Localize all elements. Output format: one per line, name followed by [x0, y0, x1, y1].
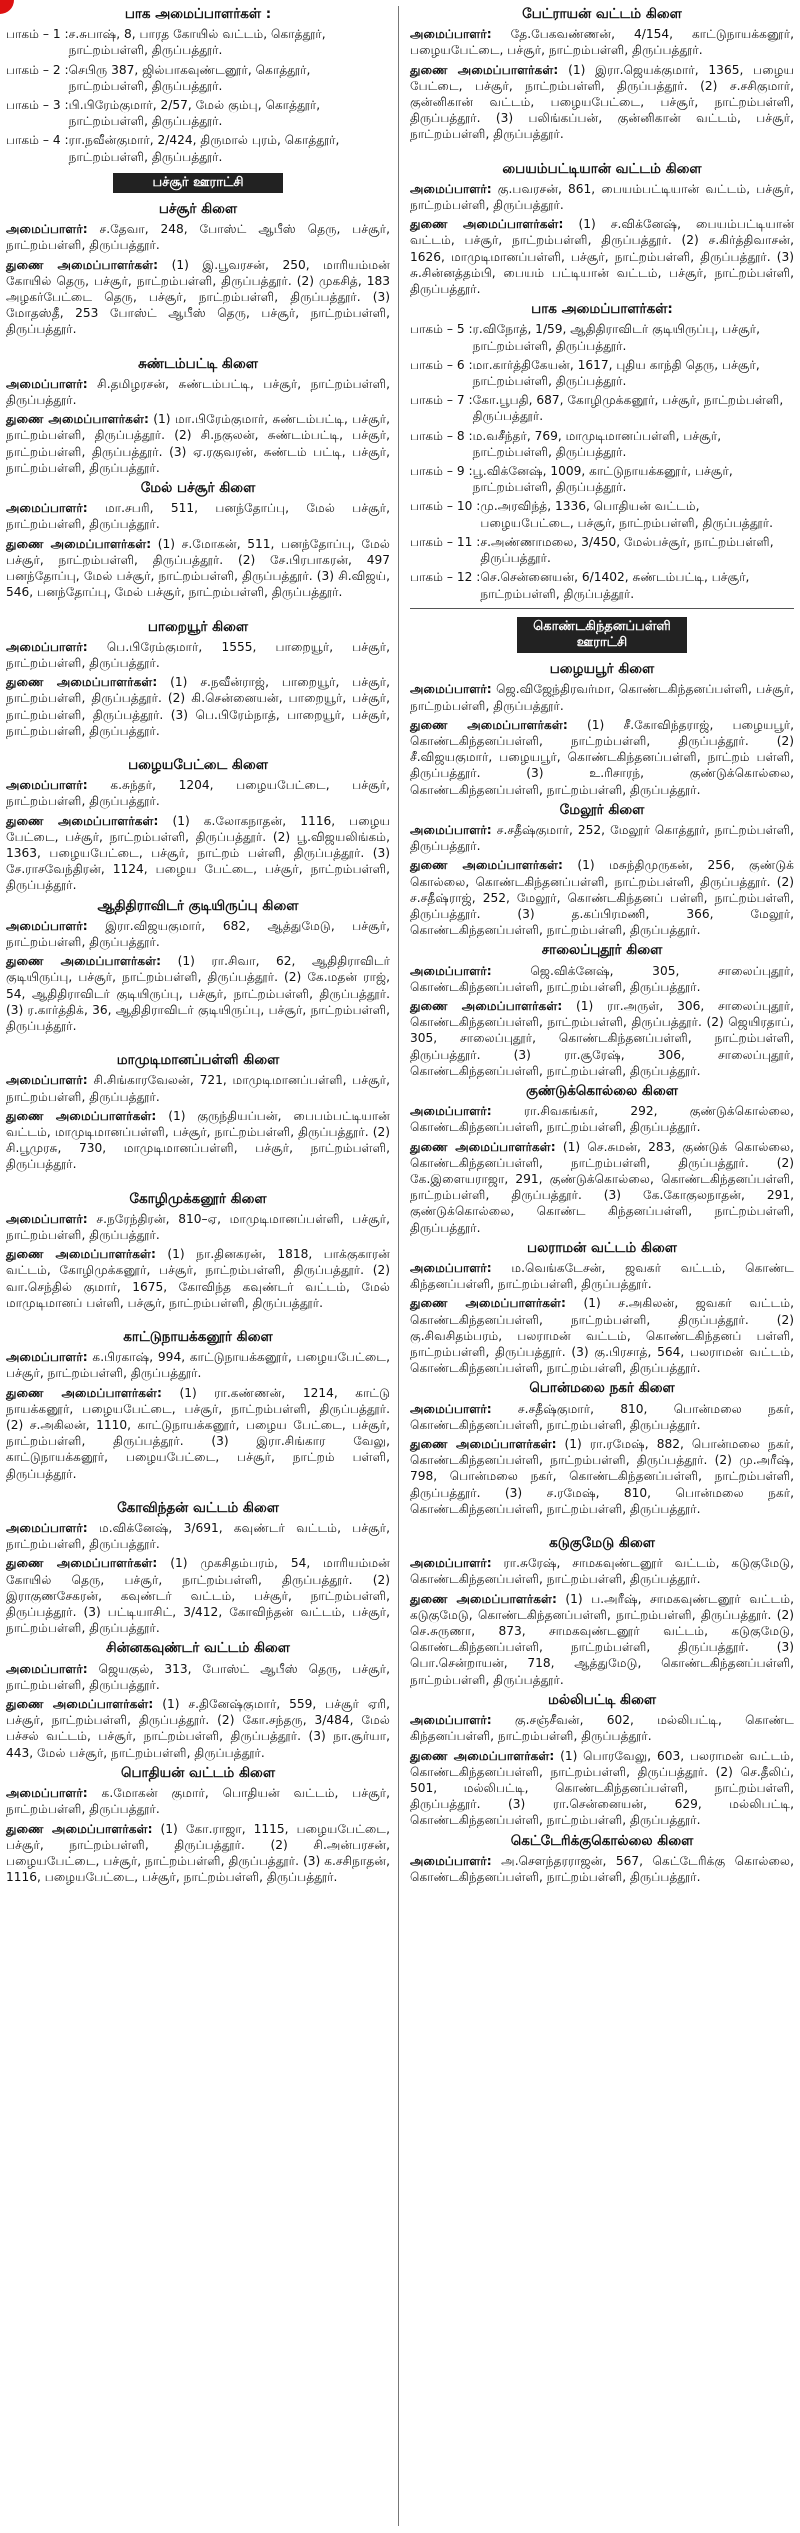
section-heading: பலராமன் வட்டம் கிளை [527, 1239, 677, 1256]
section-heading: கோழிமுக்கனூர் கிளை [129, 1190, 267, 1207]
spacer [6, 1037, 390, 1048]
section-heading: ஆதிதிராவிடர் குடியிருப்பு கிளை [97, 897, 299, 914]
role-label: அமைப்பாளர்: [6, 1521, 88, 1536]
role-label: துணை அமைப்பாளர்கள்: [410, 1437, 557, 1452]
member-entry [410, 1401, 794, 1433]
booth-member: ரா.நவீன்குமார், 2/424, திருமால் புரம், கொத்தூர், நாட்றம்பள்ளி, திருப்பத்தூர். [68, 133, 340, 164]
member-entry [410, 216, 794, 297]
role-label: துணை அமைப்பாளர்கள்: [6, 1697, 154, 1712]
booth-entry [410, 392, 794, 424]
booth-number: பாகம் – 9 : [410, 464, 473, 479]
booth-entry [410, 357, 794, 389]
role-label: துணை அமைப்பாளர்கள்: [6, 1821, 153, 1836]
right-column [410, 4, 794, 1888]
member-details: ம.விக்னேஷ், 3/691, கவுண்டர் வட்டம், பச்சூர், நாட்றம்பள்ளி, திருப்பத்தூர். [6, 1521, 391, 1552]
member-entry [6, 674, 390, 739]
section-heading: மேல் பச்சூர் கிளை [140, 480, 256, 497]
role-label: துணை அமைப்பாளர்கள்: [410, 858, 563, 873]
booth-number: பாகம் – 3 : [6, 98, 69, 113]
member-entry [6, 1385, 390, 1482]
member-entry [6, 1696, 390, 1761]
member-details: (1) ச.விக்னேஷ், பையம்பட்டியான் வட்டம், பச்சூர், நாட்றம்பள்ளி, திருப்பத்தூர். (2) ச.கிர்த்திவாசன், 1626, மாமுடிமானப்பள்ளி, பச்சூர், நாட்றம்பள்ளி, திருப்பத்தூர். (3) சு.சின்னத்தம்பி, பையம் பட்டியான் வட்டம், பச்சூர், நாட்றம்பள்ளி, திருப்பத்தூர். [410, 217, 795, 297]
role-label: துணை அமைப்பாளர்கள்: [410, 717, 568, 732]
member-entry [6, 1555, 390, 1636]
member-entry [410, 1295, 794, 1376]
role-label: அமைப்பாளர்: [6, 639, 88, 654]
role-label: அமைப்பாளர்: [410, 1556, 492, 1571]
member-entry [6, 1211, 390, 1243]
booth-member: பி.பிரேம்குமார், 2/57, மேல் கும்பு, கொத்தூர், நாட்றம்பள்ளி, திருப்பத்தூர். [68, 98, 321, 129]
member-details: (1) ரா.ரமேஷ், 882, பொன்மலை நகர், கொண்டகிந்தனப்பள்ளி, நாட்றம்பள்ளி, திருப்பத்தூர். (2) மு.அரீஷ், 798, பொன்மலை நகர், கொண்டகிந்தனப்பள்ளி, நாட்றம்பள்ளி, திருப்பத்தூர். (3) ச.ரமேஷ், 810, பொன்மலை நகர், கொண்டகிந்தனப்பள்ளி, நாட்றம்பள்ளி, திருப்பத்தூர். [410, 1437, 795, 1516]
booth-entry [410, 428, 794, 460]
member-details: (1) ரா.அருள், 306, சாலைப்புதூர், கொண்டகிந்தனப்பள்ளி, நாட்றம்பள்ளி, திருப்பத்தூர். (2) ஜெயிரதாப், 305, சாலைப்புதூர், கொண்டகிந்தனப்பள்ளி, நாட்றம்பள்ளி, திருப்பத்தூர். (3) ரா.சூரேஷ், 306, சாலைப்புதூர், கொண்டகிந்தனப்பள்ளி, நாட்றம்பள்ளி, திருப்பத்தூர். [410, 998, 795, 1078]
spacer [6, 341, 390, 352]
member-details: ரா.சிவகங்கர், 292, குண்டுக்கொல்லை, கொண்டகிந்தனப்பள்ளி, நாட்றம்பள்ளி, திருப்பத்தூர். [410, 1104, 795, 1135]
section-heading: கெட்டேரிக்குகொல்லை கிளை [510, 1832, 694, 1849]
role-label: அமைப்பாளர்: [410, 1261, 492, 1276]
member-entry [410, 1591, 794, 1688]
member-entry [6, 918, 390, 950]
member-entry [410, 717, 794, 798]
member-details: ரா.சுரேஷ், சாமகவுண்டனூர் வட்டம், கடுகுமேடு, கொண்டகிந்தனப்பள்ளி, நாட்றம்பள்ளி, திருப்பத்தூர். [410, 1556, 795, 1587]
member-entry [6, 1821, 390, 1886]
member-details: சி.தமிழரசன், சுண்டம்பட்டி, பச்சூர், நாட்றம்பள்ளி, திருப்பத்தூர். [6, 376, 390, 408]
left-column [6, 4, 390, 1888]
member-details: (1) குருந்தியப்பன், பைபம்பட்டியான் வட்டம், மாமுடிமானப்பள்ளி, பச்சூர், நாட்றம்பள்ளி, திருப்பத்தூர். (2) சி.பூமுரசு, 730, மாமுடிமானப்பள்ளி, பச்சூர், நாட்றம்பள்ளி, திருப்பத்தூர். [6, 1108, 391, 1172]
member-details: (1) சீ.கோவிந்தராஜ், பழையபூர், கொண்டகிந்தனப்பள்ளி, நாட்றம்பள்ளி, திருப்பத்தூர். (2) சீ.விஜயகுமார், பழையபூர், கொண்டகிந்தனப்பள்ளி, நாட்றம் பள்ளி, திருப்பத்தூர். (3) உ.ரிசாரந், குண்டுக்கொல்லை, கொண்டகிந்தனப்பள்ளி, நாட்றம்பள்ளி, திருப்பத்தூர். [410, 717, 795, 797]
role-label: அமைப்பாளர்: [6, 501, 88, 516]
role-label: அமைப்பாளர்: [410, 181, 492, 196]
role-label: அமைப்பாளர்: [6, 222, 88, 237]
section-heading: கோவிந்தன் வட்டம் கிளை [117, 1499, 279, 1516]
member-details: இரா.விஜயகுமார், 682, ஆத்துமேடு, பச்சூர், நாட்றம்பள்ளி, திருப்பத்தூர். [6, 918, 390, 949]
booth-number: பாகம் – 10 : [410, 499, 481, 514]
member-entry [6, 953, 390, 1034]
section-heading: குண்டுக்கொல்லை கிளை [526, 1082, 678, 1099]
role-label: அமைப்பாளர்: [6, 1350, 88, 1365]
member-details: (1) இரா.ஜெயக்குமார், 1365, பழைய பேட்டை, பச்சூர், நாட்றம்பள்ளி, திருப்பத்தூர். (2) ச.சசிகுமார், குன்னிகான் வட்டம், பழையபேட்டை, பச்சூர், நாட்றம்பள்ளி, திருப்பத்தூர். (3) பலிங்கப்பன், குன்னிகான் வட்டம், பச்சூர், நாட்றம்பள்ளி, திருப்பத்தூர். [410, 62, 795, 142]
role-label: துணை அமைப்பாளர்கள்: [410, 62, 559, 77]
member-details: ம.வெங்கடேசன், ஜவகர் வட்டம், கொண்ட கிந்தனப்பள்ளி, நாட்றம்பள்ளி, திருப்பத்தூர். [410, 1261, 795, 1292]
member-details: (1) ச.மோகன், 511, பனந்தோப்பு, மேல் பச்சூர், நாட்றம்பள்ளி, திருப்பத்தூர். (2) சே.பிரபாகரன், 497 பனந்தோப்பு, மேல் பச்சூர், நாட்றம்பள்ளி, திருப்பத்தூர். (3) சி.விஜய், 546, பனந்தோப்பு, மேல் பச்சூர், நாட்றம்பள்ளி, திருப்பத்தூர். [6, 536, 391, 600]
member-entry [6, 221, 390, 253]
booth-entry [410, 534, 794, 566]
spacer [6, 1485, 390, 1496]
member-details: (1) பொரவேலு, 603, பலராமன் வட்டம், கொண்டகிந்தனப்பள்ளி, நாட்றம்பள்ளி, திருப்பத்தூர். (2) செ.தீலிப், 501, மல்லிபட்டி, கொண்டகிந்தனப்பள்ளி, நாட்றம்பள்ளி, திருப்பத்தூர். (3) ரா.சென்னையன், 629, மல்லிபட்டி, கொண்டகிந்தனப்பள்ளி, நாட்றம்பள்ளி, திருப்பத்தூர். [410, 1748, 794, 1828]
member-entry [410, 62, 794, 143]
booth-number: பாகம் – 1 : [6, 27, 69, 42]
section-heading: பொதியன் வட்டம் கிளை [120, 1764, 276, 1781]
member-details: (1) ப.அரீஷ், சாமகவுண்டனூர் வட்டம், கடுகுமேடு, கொண்டகிந்தனப்பள்ளி, நாட்றம்பள்ளி, திருப்பத்தூர். (2) செ.சுருணா, 873, சாமகவுண்டனூர் வட்டம், கடுகுமேடு, கொண்டகிந்தனப்பள்ளி, நாட்றம்பள்ளி, திருப்பத்தூர். (3) பொ.சென்றாயன், 718, ஆத்துமேடு, கொண்டகிந்தனப்பள்ளி, நாட்றம்பள்ளி, திருப்பத்தூர். [410, 1591, 794, 1687]
booth-number: பாகம் – 7 : [410, 393, 473, 408]
section-heading: பாக அமைப்பாளர்கள்: [531, 301, 673, 318]
member-details: (1) ச.அகிலன், ஜவகர் வட்டம், கொண்டகிந்தனப்பள்ளி, நாட்றம்பள்ளி, திருப்பத்தூர். (2) கு.சிவசிதம்பரம், பலராமன் வட்டம், கொண்டகிந்தனப் பள்ளி, நாட்றம்பள்ளி, திருப்பத்தூர். (3) கு.பிரசாத், 564, பலராமன் வட்டம், கொண்டகிந்தனப்பள்ளி, நாட்றம்பள்ளி, திருப்பத்தூர். [410, 1296, 795, 1376]
member-details: (1) ச.தினேஷ்குமார், 559, பச்சூர் ஏரி, பச்சூர், நாட்றம்பள்ளி, திருப்பத்தூர். (2) கோ.சந்தரு, 3/484, மேல் பச்சல் வட்டம், பச்சூர், நாட்றம்பள்ளி, திருப்பத்தூர். (3) நா.சூர்யா, 443, மேல் பச்சூர், நாட்றம்பள்ளி, திருப்பத்தூர். [6, 1697, 390, 1760]
role-label: துணை அமைப்பாளர்கள்: [6, 813, 159, 828]
member-entry [410, 1853, 794, 1885]
member-details: மா.சபரி, 511, பனந்தோப்பு, மேல் பச்சூர், நாட்றம்பள்ளி, திருப்பத்தூர். [6, 501, 391, 532]
member-details: ச.சதீஷ்குமார், 810, பொன்மலை நகர், கொண்டகிந்தனப்பள்ளி, நாட்றம்பள்ளி, திருப்பத்தூர். [410, 1401, 795, 1432]
role-label: துணை அமைப்பாளர்கள்: [6, 536, 152, 551]
section-heading: பழையபேட்டை கிளை [128, 756, 268, 773]
panchayat-banner: கொண்டகிந்தனப்பள்ளி ஊராட்சி [517, 617, 687, 653]
booth-number: பாகம் – 6 : [410, 357, 473, 372]
member-details: (1) மசுந்திமுருகன், 256, குண்டுக் கொல்லை, கொண்டகிந்தனப்பள்ளி, நாட்றம்பள்ளி, திருப்பத்தூர். (2) ச.சதீஷ்ராஜ், 252, மேலூர், கொண்டகிந்தனப் பள்ளி, நாட்றம்பள்ளி, திருப்பத்தூர். (3) த.கப்பிரமணி, 366, மேலூர், கொண்டகிந்தனப்பள்ளி, நாட்றம்பள்ளி, திருப்பத்தூர். [410, 858, 795, 938]
booth-entry [410, 569, 794, 601]
section-heading: சுண்டம்பட்டி கிளை [138, 355, 258, 372]
booth-number: பாகம் – 11 : [410, 534, 481, 549]
member-entry [6, 536, 390, 601]
booth-number: பாகம் – 2 : [6, 62, 69, 77]
booth-member: ச.சுபாஷ், 8, பாரத கோயில் வட்டம், கொத்தூர், நாட்றம்பள்ளி, திருப்பத்தூர். [68, 27, 326, 58]
member-entry [410, 26, 794, 58]
section-heading: பேட்ராயன் வட்டம் கிளை [522, 6, 682, 22]
member-details: (1) ரா.கண்ணன், 1214, காட்டு நாயக்கனூர், பழையபேட்டை, பச்சூர், நாட்றம்பள்ளி, திருப்பத்தூர். (2) ச.அகிலன், 1110, காட்டுநாயக்கனூர், பழைய பேட்டை, பச்சூர், நாட்றம்பள்ளி, திருப்பத்தூர். (3) இரா.சிங்கார வேலு, காட்டுநாயக்கனூர், பழையபேட்டை, பச்சூர், நாட்றம் பள்ளி, திருப்பத்தூர். [6, 1385, 390, 1481]
section-heading: பொன்மலை நகர் கிளை [529, 1380, 675, 1397]
section-heading: மாமுடிமானப்பள்ளி கிளை [116, 1052, 280, 1069]
member-entry [6, 813, 390, 894]
member-entry [6, 1072, 390, 1104]
member-entry [6, 257, 390, 338]
booth-number: பாகம் – 5 : [410, 322, 473, 337]
member-entry [6, 411, 390, 476]
spacer [6, 742, 390, 753]
member-details: (1) செ.சுமன், 283, குண்டுக் கொல்லை, கொண்டகிந்தனப்பள்ளி, நாட்றம்பள்ளி, திருப்பத்தூர். (2) கே.இளையராஜா, 291, குண்டுக்கொல்லை, கொண்டகிந்தனப்பள்ளி, நாட்றம்பள்ளி, திருப்பத்தூர். (3) கே.கோகுலநாதன், 291, குண்டுக்கொல்லை, கொண்ட கிந்தனப்பள்ளி, நாட்றம்பள்ளி, திருப்பத்தூர். [410, 1139, 794, 1235]
member-details: ச.நரேந்திரன், 810–ஏ, மாமுடிமானப்பள்ளி, பச்சூர், நாட்றம்பள்ளி, திருப்பத்தூர். [6, 1211, 390, 1242]
spacer [6, 604, 390, 615]
booth-member: மா.கார்த்திகேயன், 1617, புதிய காந்தி தெரு, பச்சூர், நாட்றம்பள்ளி, திருப்பத்தூர். [472, 357, 760, 389]
section-heading: பழையபூர் கிளை [549, 661, 655, 678]
member-details: க.சுந்தர், 1204, பழையபேட்டை, பச்சூர், நாட்றம்பள்ளி, திருப்பத்தூர். [6, 778, 390, 809]
section-heading: மேலூர் கிளை [559, 801, 645, 818]
booth-entry [410, 321, 794, 353]
member-details: (1) க.லோகநாதன், 1116, பழைய பேட்டை, பச்சூர், நாட்றம்பள்ளி, திருப்பத்தூர். (2) பூ.விஜயலிங்கம், 1363, பழையபேட்டை, பச்சூர், நாட்றம் பள்ளி, திருப்பத்தூர். (3) சே.ராசவேந்திரன், 1124, பழைய பேட்டை, பச்சூர், நாட்றம்பள்ளி, திருப்பத்தூர். [6, 813, 390, 893]
spacer [410, 146, 794, 157]
booth-member: மு.அரவிந்த், 1336, பொதியன் வட்டம், பழையபேட்டை, பச்சூர், நாட்றம்பள்ளி, திருப்பத்தூர். [480, 499, 773, 530]
section-heading: பையம்பட்டியான் வட்டம் கிளை [502, 160, 702, 177]
section-heading: பச்சூர் கிளை [158, 201, 238, 218]
role-label: துணை அமைப்பாளர்கள்: [410, 998, 563, 1013]
spacer [6, 1314, 390, 1325]
member-details: க.மோகன் குமார், பொதியன் வட்டம், பச்சூர், நாட்றம்பள்ளி, திருப்பத்தூர். [6, 1786, 390, 1817]
role-label: துணை அமைப்பாளர்கள்: [6, 1108, 157, 1123]
member-details: கு.பவரசன், 861, பையம்பட்டியான் வட்டம், பச்சூர், நாட்றம்பள்ளி, திருப்பத்தூர். [410, 181, 794, 213]
section-heading: சாலைப்புதூர் கிளை [541, 942, 663, 959]
member-details: (1) ரா.சிவா, 62, ஆதிதிராவிடர் குடியிருப்பு, பச்சூர், நாட்றம்பள்ளி, திருப்பத்தூர். (2) கே.மதன் ராஜ், 54, ஆதிதிராவிடர் குடியிருப்பு, பச்சூர், நாட்றம்பள்ளி, திருப்பத்தூர். (3) ர.கார்த்திக், 36, ஆதிதிராவிடர் குடியிருப்பு, பச்சூர், நாட்றம்பள்ளி, திருப்பத்தூர். [6, 954, 390, 1033]
member-entry [6, 639, 390, 671]
booth-member: ர.விநோத், 1/59, ஆதிதிராவிடர் குடியிருப்பு, பச்சூர், நாட்றம்பள்ளி, திருப்பத்தூர். [472, 322, 761, 353]
spacer [6, 1176, 390, 1187]
role-label: துணை அமைப்பாளர்கள்: [6, 412, 149, 427]
role-label: அமைப்பாளர்: [6, 1211, 88, 1226]
column-divider [398, 6, 399, 2526]
member-entry [6, 1520, 390, 1552]
member-details: பெ.பிரேம்குமார், 1555, பாறையூர், பச்சூர், நாட்றம்பள்ளி, திருப்பத்தூர். [6, 639, 390, 670]
booth-number: பாகம் – 4 : [6, 133, 69, 148]
member-entry [410, 1139, 794, 1236]
section-heading: பாறையூர் கிளை [147, 618, 249, 635]
role-label: துணை அமைப்பாளர்கள்: [410, 1139, 556, 1154]
member-entry [410, 857, 794, 938]
role-label: அமைப்பாளர்: [410, 1401, 492, 1416]
member-details: ஜெயகுல், 313, போஸ்ட் ஆபீஸ் தெரு, பச்சூர், நாட்றம்பள்ளி, திருப்பத்தூர். [6, 1661, 390, 1692]
member-entry [410, 1103, 794, 1135]
role-label: அமைப்பாளர்: [410, 1853, 492, 1868]
role-label: துணை அமைப்பாளர்கள்: [410, 1296, 566, 1311]
member-entry [6, 1785, 390, 1817]
member-entry [410, 998, 794, 1079]
member-entry [6, 1661, 390, 1693]
booth-entry [6, 62, 390, 94]
role-label: அமைப்பாளர்: [410, 682, 492, 697]
member-entry [410, 181, 794, 213]
member-details: (1) ச.நவீன்ராஜ், பாறையூர், பச்சூர், நாட்றம்பள்ளி, திருப்பத்தூர். (2) கி.சென்னையன், பாறையூர், பச்சூர், நாட்றம்பள்ளி, திருப்பத்தூர். (3) பெ.பிரேம்நாத், பாறையூர், பச்சூர், நாட்றம்பள்ளி, திருப்பத்தூர். [6, 675, 391, 738]
member-entry [410, 963, 794, 995]
role-label: துணை அமைப்பாளர்கள்: [6, 1247, 156, 1262]
booth-member: செ.சென்னையன், 6/1402, சுண்டம்பட்டி, பச்சூர், நாட்றம்பள்ளி, திருப்பத்தூர். [480, 570, 750, 601]
role-label: துணை அமைப்பாளர்கள்: [410, 1748, 555, 1763]
role-label: அமைப்பாளர்: [410, 1713, 492, 1728]
member-entry [410, 1748, 794, 1829]
member-details: ஜெ.விக்னேஷ், 305, சாலைப்புதூர், கொண்டகிந்தனப்பள்ளி, நாட்றம்பள்ளி, திருப்பத்தூர். [410, 963, 794, 994]
separator-line [410, 608, 794, 609]
booth-number: பாகம் – 12 : [410, 570, 481, 585]
role-label: அமைப்பாளர்: [6, 376, 88, 391]
role-label: அமைப்பாளர்: [6, 1073, 88, 1088]
role-label: அமைப்பாளர்: [6, 1661, 88, 1676]
role-label: துணை அமைப்பாளர்கள்: [6, 1385, 162, 1400]
role-label: துணை அமைப்பாளர்கள்: [6, 675, 158, 690]
member-entry [6, 777, 390, 809]
section-heading: கடுகுமேடு கிளை [549, 1535, 655, 1552]
member-entry [6, 1349, 390, 1381]
member-entry [410, 1260, 794, 1292]
booth-member: செபிரு 387, ஜில்பாகவுண்டனூர், கொத்தூர், நாட்றம்பள்ளி, திருப்பத்தூர். [68, 62, 311, 93]
role-label: துணை அமைப்பாளர்கள்: [6, 257, 158, 272]
member-details: ஜெ.விஜேந்திரவர்மா, கொண்டகிந்தனப்பள்ளி, பச்சூர், நாட்றம்பள்ளி, திருப்பத்தூர். [410, 682, 795, 713]
section-heading: மல்லிபட்டி கிளை [547, 1691, 657, 1708]
member-entry [6, 1108, 390, 1173]
member-details: சி.சிங்காரவேலன், 721, மாமுடிமானப்பள்ளி, பச்சூர், நாட்றம்பள்ளி, திருப்பத்தூர். [6, 1073, 391, 1104]
role-label: துணை அமைப்பாளர்கள்: [6, 954, 161, 969]
booth-entry [6, 132, 390, 164]
role-label: அமைப்பாளர்: [410, 822, 492, 837]
member-details: (1) மா.பிரேம்குமார், சுண்டம்பட்டி, பச்சூர், நாட்றம்பள்ளி, திருப்பத்தூர். (2) சி.நகுலன், சுண்டம்பட்டி, பச்சூர், நாட்றம்பள்ளி, திருப்பத்தூர். (3) ஏ.ரகுவரன், சுண்டம் பட்டி, பச்சூர், நாட்றம்பள்ளி, திருப்பத்தூர். [6, 412, 391, 475]
member-entry [410, 822, 794, 854]
role-label: அமைப்பாளர்: [6, 918, 88, 933]
member-details: (1) கோ.ராஜா, 1115, பழையபேட்டை, பச்சூர், நாட்றம்பள்ளி, திருப்பத்தூர். (2) சி.அன்பரசன், பழையபேட்டை, பச்சூர், நாட்றம்பள்ளி, திருப்பத்தூர். (3) க.சசிநாதன், 1116, பழையபேட்டை, பச்சூர், நாட்றம்பள்ளி, திருப்பத்தூர். [6, 1821, 390, 1885]
member-details: (1) முகசிதம்பரம், 54, மாரியம்மன் கோயில் தெரு, பச்சூர், நாட்றம்பள்ளி, திருப்பத்தூர். (2) இராகுணசேகரன், கவுண்டர் வட்டம், பச்சூர், நாட்றம்பள்ளி, திருப்பத்தூர். (3) பட்டியாசிட், 3/412, கோவிந்தன் வட்டம், பச்சூர், நாட்றம்பள்ளி, திருப்பத்தூர். [6, 1556, 390, 1636]
member-entry [410, 1555, 794, 1587]
booth-member: ச.அண்ணாமலை, 3/450, மேல்பச்சூர், நாட்றம்பள்ளி, திருப்பத்தூர். [480, 534, 774, 566]
member-entry [410, 681, 794, 713]
role-label: அமைப்பாளர்: [410, 963, 492, 978]
role-label: அமைப்பாளர்: [6, 778, 88, 793]
member-details: (1) நா.தினகரன், 1818, பாக்குகாரன் வட்டம், கோழிமுக்கனூர், பச்சூர், நாட்றம்பள்ளி, திருப்பத்தூர். (2) வா.செந்தில் குமார், 1675, கோவிந்த கவுண்டர் வட்டம், மேல் மாமுடிமானப் பள்ளி, பச்சூர், நாட்றம்பள்ளி, திருப்பத்தூர். [6, 1247, 391, 1310]
panchayat-banner: பச்சூர் ஊராட்சி [113, 173, 283, 193]
member-entry [6, 500, 390, 532]
booth-entry [410, 463, 794, 495]
member-entry [410, 1436, 794, 1517]
section-heading: சின்னகவுண்டர் வட்டம் கிளை [106, 1640, 290, 1657]
booth-entry [6, 26, 390, 58]
booth-entry [6, 97, 390, 129]
member-entry [6, 376, 390, 408]
role-label: அமைப்பாளர்: [6, 1786, 88, 1801]
member-details: (1) இ.பூவரசன், 250, மாரியம்மன் கோயில் தெரு, பச்சூர், நாட்றம்பள்ளி, திருப்பத்தூர். (2) முகசித், 183 அழகர்பேட்டை தெரு, பச்சூர், நாட்றம்பள்ளி, திருப்பத்தூர். (3) மோதஸ்தீ, 253 போஸ்ட் ஆபீஸ் தெரு, பச்சூர், நாட்றம்பள்ளி, திருப்பத்தூர். [6, 257, 390, 337]
role-label: அமைப்பாளர்: [410, 27, 492, 42]
booth-member: பூ.விக்னேஷ், 1009, காட்டுநாயக்கனூர், பச்சூர், நாட்றம்பள்ளி, திருப்பத்தூர். [472, 464, 733, 495]
booth-member: கோ.பூபதி, 687, கோழிமுக்கனூர், பச்சூர், நாட்றம்பள்ளி, திருப்பத்தூர். [472, 393, 784, 424]
member-entry [410, 1712, 794, 1744]
booth-number: பாகம் – 8 : [410, 428, 473, 443]
booth-entry [410, 498, 794, 530]
member-details: அ.சௌந்தரராஜன், 567, கெட்டேரிக்கு கொல்லை, கொண்டகிந்தனப்பள்ளி, நாட்றம்பள்ளி, திருப்பத்தூர். [410, 1853, 794, 1884]
member-details: க.பிரகாஷ், 994, காட்டுநாயக்கனூர், பழையபேட்டை, பச்சூர், நாட்றம்பள்ளி, திருப்பத்தூர். [6, 1350, 390, 1381]
booth-member: ம.வசீந்தர், 769, மாமுடிமானப்பள்ளி, பச்சூர், நாட்றம்பள்ளி, திருப்பத்தூர். [472, 428, 722, 459]
member-details: தே.பேகவண்ணன், 4/154, காட்டுநாயக்கனூர், பழையபேட்டை, பச்சூர், நாட்றம்பள்ளி, திருப்பத்தூர். [410, 27, 794, 58]
member-entry [6, 1246, 390, 1311]
member-details: ச.சதீஷ்குமார், 252, மேலூர் கொத்தூர், நாட்றம்பள்ளி, திருப்பத்தூர். [410, 822, 794, 854]
role-label: துணை அமைப்பாளர்கள்: [410, 1591, 557, 1606]
role-label: அமைப்பாளர்: [410, 1104, 492, 1119]
spacer [410, 1520, 794, 1531]
section-heading: பாக அமைப்பாளர்கள் : [124, 6, 272, 22]
role-label: துணை அமைப்பாளர்கள்: [410, 217, 564, 232]
role-label: துணை அமைப்பாளர்கள்: [6, 1556, 158, 1571]
member-details: கு.சஞ்சீவன், 602, மல்லிபட்டி, கொண்ட கிந்தனப்பள்ளி, நாட்றம்பள்ளி, திருப்பத்தூர். [410, 1713, 795, 1744]
member-details: ச.தேவா, 248, போஸ்ட் ஆபீஸ் தெரு, பச்சூர், நாட்றம்பள்ளி, திருப்பத்தூர். [6, 222, 390, 253]
section-heading: காட்டுநாயக்கனூர் கிளை [123, 1329, 273, 1346]
